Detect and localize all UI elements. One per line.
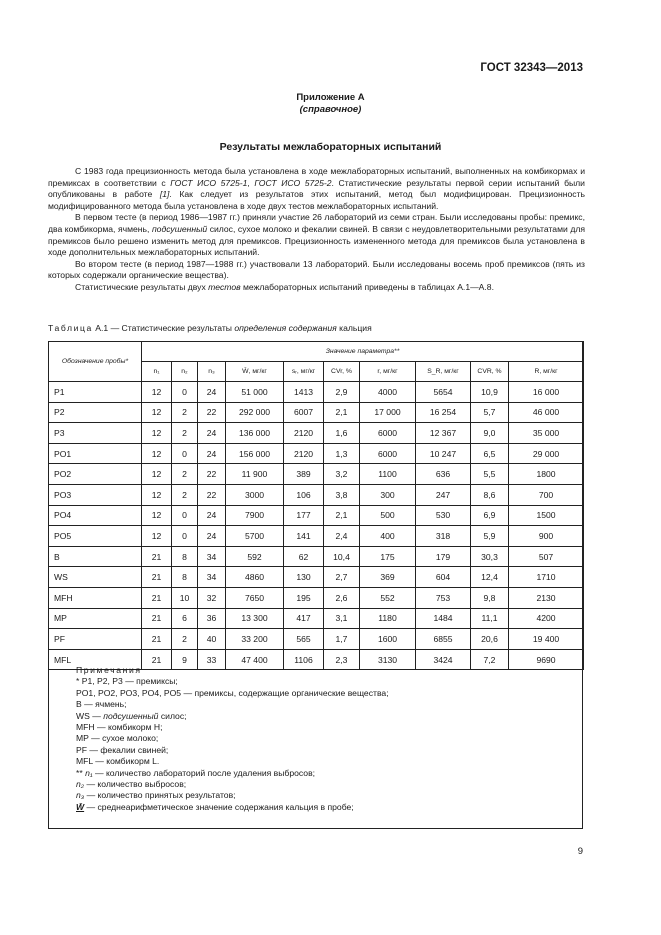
sample-code-cell: PO4 [49,505,142,526]
value-cell: 636 [416,464,471,485]
paragraph-4: Статистические результаты двух тестов межлабораторных испытаний приведены в таблицах А.1—А.8. [75,281,494,292]
value-cell: 35 000 [509,423,584,444]
value-cell: 2 [172,484,198,505]
value-cell: 12 367 [416,423,471,444]
value-cell: 8 [172,567,198,588]
note-line: * P1, P2, P3 — премиксы; [76,676,178,687]
value-cell: 1106 [284,649,324,670]
value-cell: 24 [198,423,226,444]
sample-code-cell: PO5 [49,526,142,547]
value-cell: 34 [198,546,226,567]
sample-code-cell: MP [49,608,142,629]
value-cell: 24 [198,505,226,526]
section-title: Результаты межлабораторных испытаний [219,141,442,153]
value-cell: 389 [284,464,324,485]
value-cell: 11 900 [226,464,284,485]
value-cell: 30,3 [471,546,509,567]
value-cell: 22 [198,464,226,485]
value-cell: 2,1 [324,402,360,423]
value-cell: 175 [360,546,416,567]
column-header: CVR, % [471,362,509,382]
value-cell: 1600 [360,629,416,650]
column-header: W̄, мг/кг [226,362,284,382]
column-header: n₁ [142,362,172,382]
value-cell: 6855 [416,629,471,650]
value-cell: 51 000 [226,382,284,403]
value-cell: 16 000 [509,382,584,403]
value-cell: 0 [172,505,198,526]
value-cell: 5700 [226,526,284,547]
parameter-group-header: Значение параметра** [142,342,584,362]
note-line: PO1, PO2, PO3, PO4, PO5 — премиксы, содержащие органические вещества; [76,687,389,698]
value-cell: 9 [172,649,198,670]
value-cell: 318 [416,526,471,547]
value-cell: 500 [360,505,416,526]
value-cell: 9,0 [471,423,509,444]
sample-code-cell: PF [49,629,142,650]
value-cell: 12 [142,443,172,464]
value-cell: 24 [198,443,226,464]
value-cell: 12 [142,464,172,485]
value-cell: 400 [360,526,416,547]
value-cell: 106 [284,484,324,505]
value-cell: 62 [284,546,324,567]
ref-gost-iso-5725-2: ГОСТ ИСО 5725-2 [254,177,332,188]
value-cell: 12 [142,382,172,403]
value-cell: 12 [142,484,172,505]
value-cell: 8,6 [471,484,509,505]
value-cell: 7900 [226,505,284,526]
value-cell: 592 [226,546,284,567]
value-cell: 33 [198,649,226,670]
value-cell: 6000 [360,443,416,464]
value-cell: 10 247 [416,443,471,464]
sample-code-cell: P2 [49,402,142,423]
value-cell: 5654 [416,382,471,403]
value-cell: 300 [360,484,416,505]
note-line: MFL — комбикорм L. [76,756,160,767]
value-cell: 34 [198,567,226,588]
value-cell: 5,9 [471,526,509,547]
value-cell: 2120 [284,423,324,444]
sample-code-cell: P1 [49,382,142,403]
value-cell: 12,4 [471,567,509,588]
column-header: R, мг/кг [509,362,584,382]
value-cell: 1,6 [324,423,360,444]
value-cell: 19 400 [509,629,584,650]
annex-title: Приложение А [296,92,365,103]
value-cell: 2,3 [324,649,360,670]
paragraph-1: С 1983 года прецизионность метода была установлена в ходе межлабораторных испытаний, выполненных на комбикормах и премиксах в соответствии с ГОСТ ИСО 5725-1, ГОСТ ИСО 5725-2. Статистические результаты первой серии испытаний были опубликованы в работе [1]. Как следует из результатов этих испытаний, метод был модифицирован. Прецизионность модифицированного метода была установлена в ходе двух тестов межлабораторных испытаний. [48,166,585,211]
value-cell: 21 [142,587,172,608]
value-cell: 9690 [509,649,584,670]
note-line: PF — фекалии свиней; [76,744,169,755]
value-cell: 46 000 [509,402,584,423]
value-cell: 8 [172,546,198,567]
value-cell: 36 [198,608,226,629]
value-cell: 1,3 [324,443,360,464]
value-cell: 2 [172,464,198,485]
page-number: 9 [577,846,583,857]
value-cell: 7650 [226,587,284,608]
value-cell: 32 [198,587,226,608]
value-cell: 247 [416,484,471,505]
value-cell: 2,1 [324,505,360,526]
value-cell: 21 [142,567,172,588]
value-cell: 900 [509,526,584,547]
note-line: W̄ — среднеарифметическое значение содержания кальция в пробе; [76,801,354,812]
value-cell: 3,8 [324,484,360,505]
note-line: ** n₁ — количество лабораторий после удаления выбросов; [76,767,316,778]
value-cell: 3,1 [324,608,360,629]
value-cell: 24 [198,526,226,547]
value-cell: 417 [284,608,324,629]
value-cell: 141 [284,526,324,547]
table-frame [48,341,583,829]
value-cell: 40 [198,629,226,650]
value-cell: 6000 [360,423,416,444]
value-cell: 507 [509,546,584,567]
body-text [48,166,585,294]
value-cell: 4860 [226,567,284,588]
value-cell: 4200 [509,608,584,629]
value-cell: 21 [142,649,172,670]
value-cell: 0 [172,443,198,464]
value-cell: 6007 [284,402,324,423]
note-line: MP — сухое молоко; [76,733,159,744]
value-cell: 753 [416,587,471,608]
value-cell: 9,8 [471,587,509,608]
value-cell: 2 [172,423,198,444]
value-cell: 2,6 [324,587,360,608]
value-cell: 565 [284,629,324,650]
column-header: S_R, мг/кг [416,362,471,382]
value-cell: 3000 [226,484,284,505]
value-cell: 1800 [509,464,584,485]
value-cell: 1,7 [324,629,360,650]
value-cell: 2130 [509,587,584,608]
column-header: n₃ [198,362,226,382]
value-cell: 6,9 [471,505,509,526]
value-cell: 179 [416,546,471,567]
note-line: WS — подсушенный силос; [76,710,187,721]
value-cell: 2,7 [324,567,360,588]
value-cell: 2 [172,629,198,650]
ref-bibliography-1: [1] [159,189,170,200]
value-cell: 2,9 [324,382,360,403]
value-cell: 700 [509,484,584,505]
paragraph-2: В первом тесте (в период 1986—1987 гг.) приняли участие 26 лабораторий из семи стран. Были исследованы пробы: премикс, два комбикорма, ячмень, подсушенный силос, сухое молоко и фекалии свиней. В связи с неудовлетворительными результатами для премиксов было решено изменить метод для премиксов. Прецизионность измененного метода для премиксов была установлена в ходе дополнительных межлабораторных испытаний. [48,212,586,258]
value-cell: 33 200 [226,629,284,650]
value-cell: 530 [416,505,471,526]
note-line: B — ячмень; [76,699,127,710]
value-cell: 22 [198,484,226,505]
sample-code-cell: P3 [49,423,142,444]
value-cell: 2120 [284,443,324,464]
sample-code-cell: PO2 [49,464,142,485]
annex-status: (справочное) [299,104,362,115]
sample-code-cell: MFL [49,649,142,670]
value-cell: 5,7 [471,402,509,423]
value-cell: 3130 [360,649,416,670]
value-cell: 5,5 [471,464,509,485]
column-header: n₂ [172,362,198,382]
sample-header: Обозначение пробы* [49,342,142,382]
value-cell: 2 [172,402,198,423]
value-cell: 17 000 [360,402,416,423]
value-cell: 1100 [360,464,416,485]
value-cell: 1500 [509,505,584,526]
sample-code-cell: MFH [49,587,142,608]
value-cell: 369 [360,567,416,588]
value-cell: 1710 [509,567,584,588]
value-cell: 13 300 [226,608,284,629]
value-cell: 16 254 [416,402,471,423]
ref-gost-iso-5725-1: ГОСТ ИСО 5725-1 [170,177,248,188]
value-cell: 21 [142,546,172,567]
column-header: sᵣ, мг/кг [284,362,324,382]
value-cell: 21 [142,629,172,650]
value-cell: 11,1 [471,608,509,629]
value-cell: 7,2 [471,649,509,670]
sample-code-cell: WS [49,567,142,588]
standard-number: ГОСТ 32343—2013 [480,62,583,74]
value-cell: 6 [172,608,198,629]
value-cell: 604 [416,567,471,588]
value-cell: 10,4 [324,546,360,567]
value-cell: 12 [142,505,172,526]
notes-heading: Примечания [76,665,142,675]
value-cell: 130 [284,567,324,588]
value-cell: 1413 [284,382,324,403]
sample-code-cell: PO1 [49,443,142,464]
value-cell: 292 000 [226,402,284,423]
value-cell: 156 000 [226,443,284,464]
value-cell: 24 [198,382,226,403]
value-cell: 2,4 [324,526,360,547]
value-cell: 552 [360,587,416,608]
column-header: r, мг/кг [360,362,416,382]
value-cell: 1484 [416,608,471,629]
value-cell: 10,9 [471,382,509,403]
value-cell: 47 400 [226,649,284,670]
value-cell: 6,5 [471,443,509,464]
sample-code-cell: B [49,546,142,567]
note-line: n₃ — количество принятых результатов; [76,790,236,801]
value-cell: 3424 [416,649,471,670]
value-cell: 20,6 [471,629,509,650]
value-cell: 21 [142,608,172,629]
value-cell: 195 [284,587,324,608]
value-cell: 22 [198,402,226,423]
value-cell: 12 [142,526,172,547]
value-cell: 177 [284,505,324,526]
value-cell: 0 [172,382,198,403]
value-cell: 3,2 [324,464,360,485]
column-header: CVr, % [324,362,360,382]
value-cell: 12 [142,423,172,444]
value-cell: 10 [172,587,198,608]
value-cell: 4000 [360,382,416,403]
value-cell: 136 000 [226,423,284,444]
paragraph-3: Во втором тесте (в период 1987—1988 гг.) участвовали 13 лабораторий. Были исследованы восемь проб премиксов (пять из которых содержали органические вещества). [48,258,585,281]
sample-code-cell: PO3 [49,484,142,505]
value-cell: 29 000 [509,443,584,464]
value-cell: 1180 [360,608,416,629]
value-cell: 12 [142,402,172,423]
value-cell: 0 [172,526,198,547]
table-caption: Таблица А.1 — Статистические результаты определения содержания кальция [48,323,372,333]
note-line: MFH — комбикорм H; [76,722,163,733]
note-line: n₂ — количество выбросов; [76,779,187,790]
